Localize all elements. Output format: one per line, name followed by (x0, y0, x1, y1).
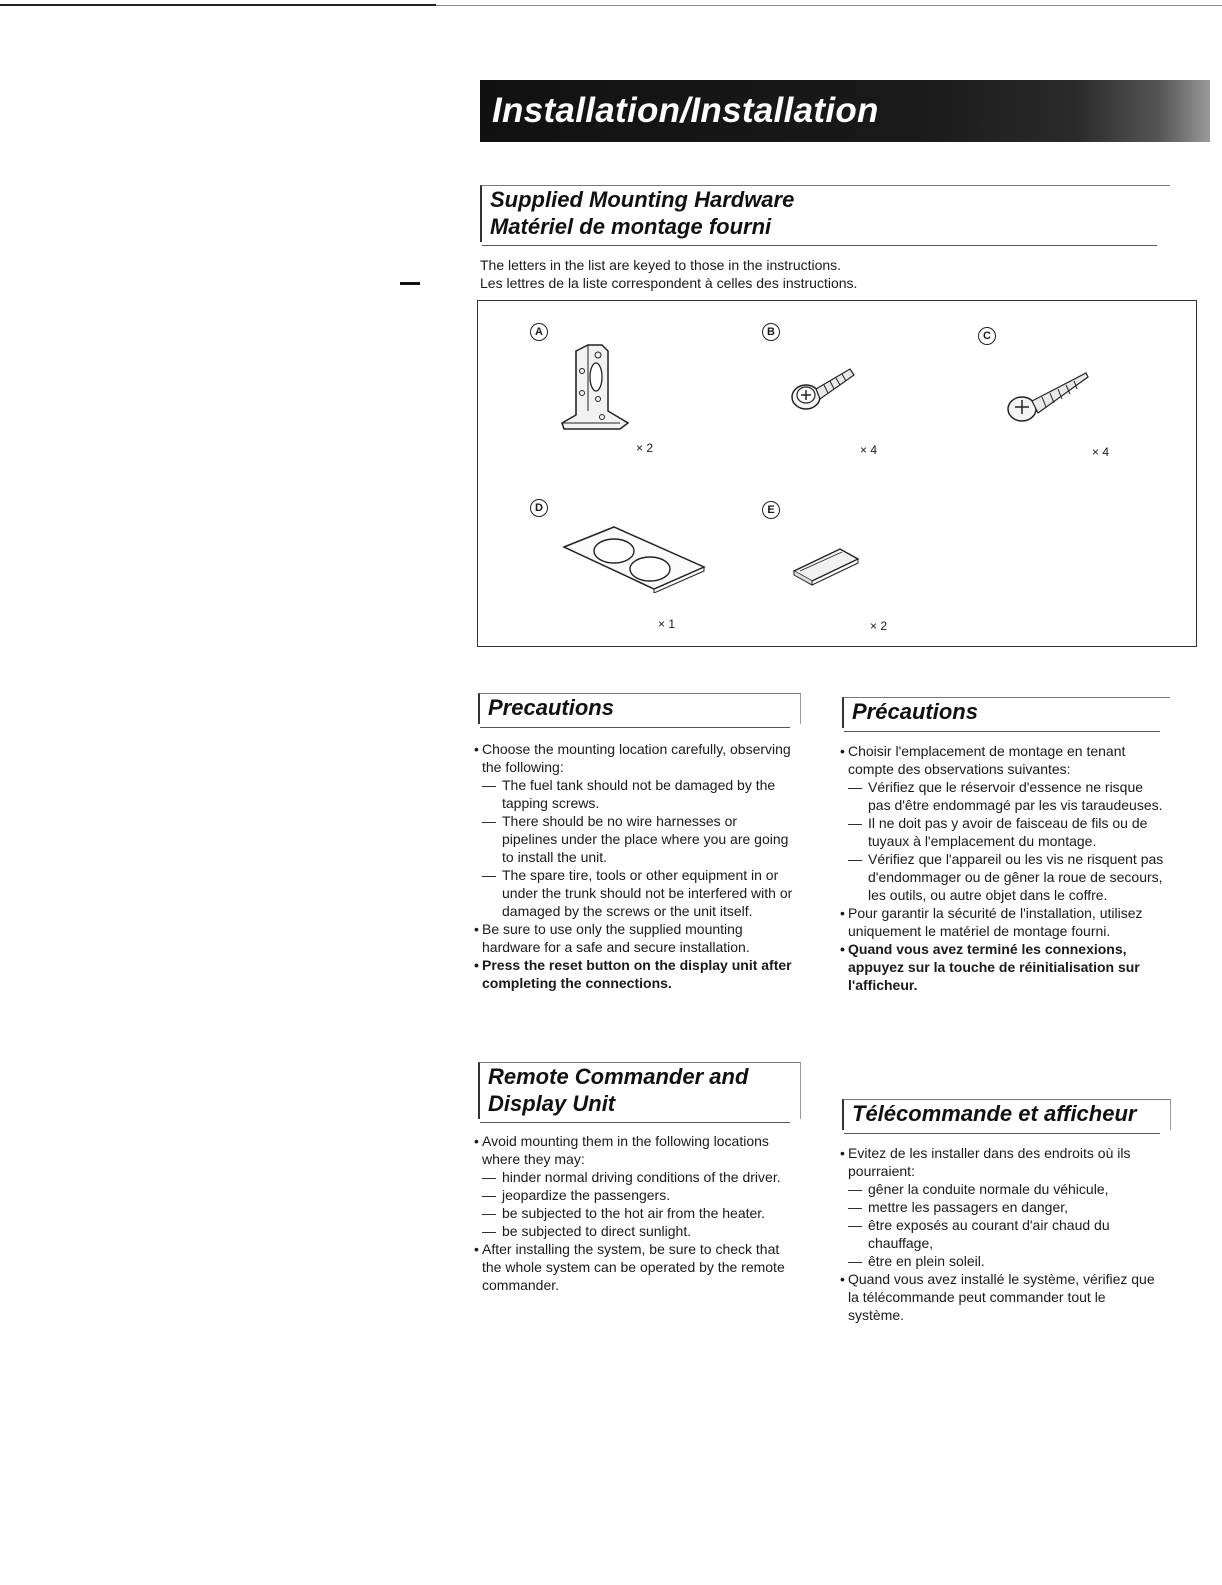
top-rule (0, 4, 436, 6)
intro-en: The letters in the list are keyed to those in the instructions. (480, 257, 842, 273)
tapping-screw-icon (1006, 367, 1092, 427)
item-quantity: × 4 (1092, 445, 1110, 459)
supplied-title-fr: Matériel de montage fourni (490, 214, 772, 239)
item-quantity: × 1 (658, 617, 676, 631)
precaution-item: • Choose the mounting location carefully, observing the following: (474, 740, 796, 776)
hardware-box (477, 300, 1197, 647)
precautions-title-fr: Précautions (852, 699, 978, 724)
page-title: Installation/Installation (492, 91, 879, 130)
remote-item: • After installing the system, be sure to check that the whole system can be operated by the remote commander. (474, 1240, 798, 1294)
precaution-item: • Pour garantir la sécurité de l'installation, utilisez uniquement le matériel de montage fourni. (840, 904, 1165, 940)
precaution-item-important: • Press the reset button on the display unit after completing the connections. (474, 956, 796, 992)
precaution-item: • Choisir l'emplacement de montage en tenant compte des observations suivantes: (840, 742, 1165, 778)
supplied-intro (480, 256, 857, 292)
precautions-list-en (474, 740, 796, 992)
remote-item: • Evitez de les installer dans des endroits où ils pourraient: (840, 1144, 1165, 1180)
remote-heading-en (478, 1062, 801, 1119)
item-letter: E (762, 501, 780, 519)
precaution-subitem: — There should be no wire harnesses or pipelines under the place where you are going to install the unit. (482, 812, 796, 866)
margin-mark (400, 282, 420, 285)
remote-subitem: — be subjected to the hot air from the heater. (482, 1204, 798, 1222)
precaution-subitem: — Vérifiez que le réservoir d'essence ne risque pas d'être endommagé par les vis taraudeuses. (848, 778, 1165, 814)
remote-title-en-line1: Remote Commander and (488, 1064, 749, 1089)
remote-heading-fr (842, 1099, 1171, 1130)
remote-title-en-line2: Display Unit (488, 1091, 616, 1116)
remote-subitem: — mettre les passagers en danger, (848, 1198, 1165, 1216)
section-banner (480, 80, 1210, 142)
item-quantity: × 4 (860, 443, 878, 457)
remote-subitem: — être en plein soleil. (848, 1252, 1165, 1270)
precautions-heading-en (478, 693, 801, 724)
remote-subitem: — jeopardize the passengers. (482, 1186, 798, 1204)
double-sided-pad-icon (562, 523, 706, 593)
remote-title-fr: Télécommande et afficheur (852, 1101, 1137, 1126)
precaution-subitem: — The fuel tank should not be damaged by the tapping screws. (482, 776, 796, 812)
mounting-bracket-icon (558, 341, 638, 433)
item-letter: B (762, 323, 780, 341)
precautions-heading-fr (842, 697, 1170, 728)
intro-fr: Les lettres de la liste correspondent à celles des instructions. (480, 275, 858, 291)
remote-list-en (474, 1132, 798, 1294)
precaution-item: • Be sure to use only the supplied mounting hardware for a safe and secure installation. (474, 920, 796, 956)
remote-item: • Quand vous avez installé le système, vérifiez que la télécommande peut commander tout le système. (840, 1270, 1165, 1324)
item-letter: D (530, 499, 548, 517)
precautions-title-en: Precautions (488, 695, 614, 720)
remote-item: • Avoid mounting them in the following locations where they may: (474, 1132, 798, 1168)
precaution-subitem: — Vérifiez que l'appareil ou les vis ne risquent pas d'endommager ou de gêner la roue de secours, les outils, ou autre objet dans le coffre. (848, 850, 1165, 904)
supplied-title-en: Supplied Mounting Hardware (490, 187, 795, 212)
remote-subitem: — gêner la conduite normale du véhicule, (848, 1180, 1165, 1198)
remote-subitem: — être exposés au courant d'air chaud du chauffage, (848, 1216, 1165, 1252)
precaution-item-important: • Quand vous avez terminé les connexions, appuyez sur la touche de réinitialisation sur l'afficheur. (840, 940, 1165, 994)
remote-subitem: — be subjected to direct sunlight. (482, 1222, 798, 1240)
remote-list-fr (840, 1144, 1165, 1324)
item-letter: C (978, 327, 996, 345)
item-quantity: × 2 (870, 619, 888, 633)
top-rule-thin (436, 5, 1222, 6)
supplied-hardware-heading (480, 185, 1170, 242)
precaution-subitem: — Il ne doit pas y avoir de faisceau de fils ou de tuyaux à l'emplacement du montage. (848, 814, 1165, 850)
cushion-strip-icon (792, 547, 862, 587)
precautions-list-fr (840, 742, 1165, 994)
item-quantity: × 2 (636, 441, 654, 455)
screw-icon (790, 363, 860, 415)
remote-subitem: — hinder normal driving conditions of the driver. (482, 1168, 798, 1186)
item-letter: A (530, 323, 548, 341)
precaution-subitem: — The spare tire, tools or other equipment in or under the trunk should not be interfered with or damaged by the screws or the unit itself. (482, 866, 796, 920)
